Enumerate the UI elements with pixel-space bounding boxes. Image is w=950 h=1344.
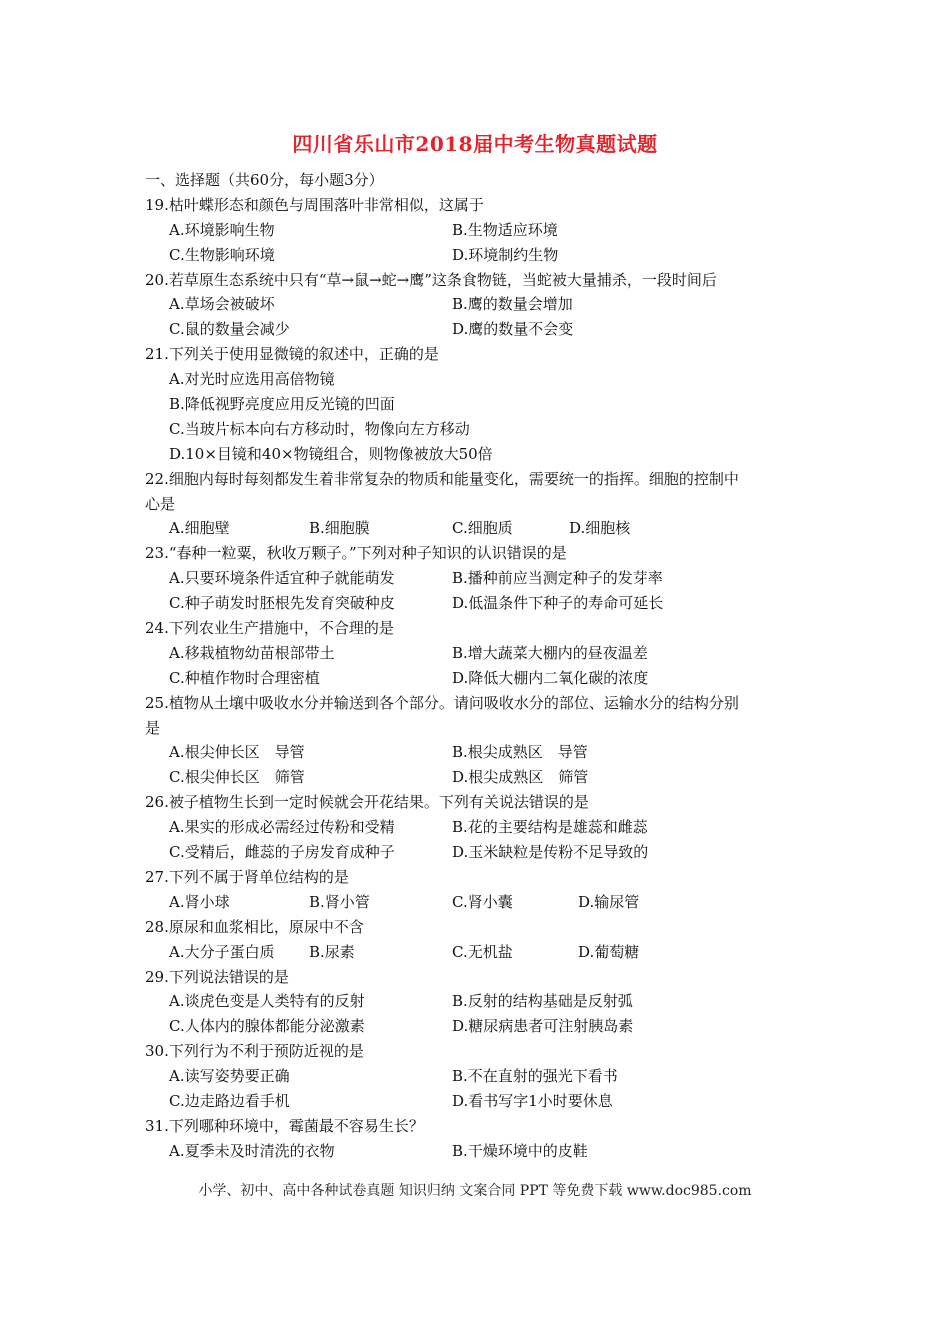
question-stem: 心是 (145, 494, 176, 513)
question-stem: 23.“春种一粒粟，秋收万颗子。”下列对种子知识的认识错误的是 (145, 544, 567, 563)
option-row (145, 591, 825, 616)
question-stem: 22.细胞内每时每刻都发生着非常复杂的物质和能量变化，需要统一的指挥。细胞的控制中 (145, 469, 739, 488)
answer-option: B.生物适应环境 (452, 220, 558, 239)
answer-option: B.增大蔬菜大棚内的昼夜温差 (452, 643, 648, 662)
answer-option: C.鼠的数量会减少 (169, 320, 290, 339)
option-row (145, 516, 825, 541)
question-stem: 24.下列农业生产措施中，不合理的是 (145, 619, 394, 638)
question-stem: 21.下列关于使用显微镜的叙述中，正确的是 (145, 345, 439, 364)
answer-option: D.葡萄糖 (578, 942, 640, 961)
answer-option: B.肾小管 (309, 892, 370, 911)
answer-option: C.当玻片标本向右方移动时，物像向左方移动 (169, 419, 470, 438)
answer-option: A.对光时应选用高倍物镜 (169, 370, 335, 389)
option-row (145, 1014, 825, 1039)
answer-option: D.鹰的数量不会变 (452, 320, 574, 339)
option-row (145, 566, 825, 591)
question-stem: 31.下列哪种环境中，霉菌最不容易生长？ (145, 1116, 424, 1135)
option-row (145, 1089, 825, 1114)
answer-option: B.尿素 (309, 942, 355, 961)
option-row (145, 840, 825, 865)
answer-option: A.草场会被破坏 (169, 295, 275, 314)
option-row (145, 292, 825, 317)
answer-option: B.细胞膜 (309, 519, 370, 538)
answer-option: D.降低大棚内二氧化碳的浓度 (452, 668, 649, 687)
answer-option: C.人体内的腺体都能分泌激素 (169, 1017, 365, 1036)
option-row (145, 765, 825, 790)
option-row (145, 666, 825, 691)
option-row (145, 317, 825, 342)
answer-option: A.大分子蛋白质 (169, 942, 275, 961)
answer-option: B.反射的结构基础是反射弧 (452, 992, 633, 1011)
answer-option: D.玉米缺粒是传粉不足导致的 (452, 843, 649, 862)
answer-option: C.边走路边看手机 (169, 1091, 290, 1110)
answer-option: B.降低视野亮度应用反光镜的凹面 (169, 395, 395, 414)
section-heading: 一、选择题（共60分，每小题3分） (145, 171, 384, 189)
answer-option: A.细胞壁 (169, 519, 230, 538)
answer-option: D.输尿管 (578, 892, 640, 911)
answer-option: A.夏季未及时清洗的衣物 (169, 1141, 335, 1160)
option-row (145, 1064, 825, 1089)
answer-option: C.生物影响环境 (169, 245, 275, 264)
answer-option: D.根尖成熟区 筛管 (452, 768, 589, 787)
answer-option: D.糖尿病患者可注射胰岛素 (452, 1017, 634, 1036)
question-stem: 27.下列不属于肾单位结构的是 (145, 867, 349, 886)
answer-option: C.种植作物时合理密植 (169, 668, 320, 687)
question-stem: 20.若草原生态系统中只有“草→鼠→蛇→鹰”这条食物链，当蛇被大量捕杀，一段时间后 (145, 270, 717, 289)
question-stem: 25.植物从土壤中吸收水分并输送到各个部分。请问吸收水分的部位、运输水分的结构分别 (145, 693, 739, 712)
answer-option: C.根尖伸长区 筛管 (169, 768, 305, 787)
answer-option: A.环境影响生物 (169, 220, 275, 239)
answer-option: A.肾小球 (169, 892, 230, 911)
answer-option: A.读写姿势要正确 (169, 1067, 290, 1086)
answer-option: D.看书写字1小时要休息 (452, 1091, 613, 1110)
answer-option: D.10×目镜和40×物镜组合，则物像被放大50倍 (169, 444, 493, 463)
answer-option: C.肾小囊 (452, 892, 513, 911)
option-row (145, 890, 825, 915)
option-row (145, 815, 825, 840)
answer-option: C.种子萌发时胚根先发育突破种皮 (169, 594, 395, 613)
option-row (145, 218, 825, 243)
question-stem: 是 (145, 718, 161, 737)
answer-option: A.移栽植物幼苗根部带土 (169, 643, 335, 662)
answer-option: B.根尖成熟区 导管 (452, 743, 588, 762)
question-list (145, 168, 825, 1164)
question-stem: 28.原尿和血浆相比，原尿中不含 (145, 917, 364, 936)
answer-option: A.谈虎色变是人类特有的反射 (169, 992, 365, 1011)
question-stem: 19.枯叶蝶形态和颜色与周围落叶非常相似，这属于 (145, 195, 484, 214)
page-title: 四川省乐山市2018届中考生物真题试题 (292, 132, 658, 156)
answer-option: D.低温条件下种子的寿命可延长 (452, 594, 664, 613)
answer-option: C.受精后，雌蕊的子房发育成种子 (169, 843, 395, 862)
answer-option: B.干燥环境中的皮鞋 (452, 1141, 588, 1160)
answer-option: D.环境制约生物 (452, 245, 559, 264)
answer-option: C.无机盐 (452, 942, 513, 961)
option-row (145, 243, 825, 268)
option-row (145, 740, 825, 765)
answer-option: B.花的主要结构是雄蕊和雌蕊 (452, 818, 648, 837)
question-stem: 26.被子植物生长到一定时候就会开花结果。下列有关说法错误的是 (145, 793, 589, 812)
option-row (145, 641, 825, 666)
answer-option: B.不在直射的强光下看书 (452, 1067, 618, 1086)
page-footer: 小学、初中、高中各种试卷真题 知识归纳 文案合同 PPT 等免费下载 www.doc985.com (198, 1183, 752, 1199)
answer-option: D.细胞核 (569, 519, 631, 538)
answer-option: C.细胞质 (452, 519, 513, 538)
answer-option: A.果实的形成必需经过传粉和受精 (169, 818, 395, 837)
option-row (145, 989, 825, 1014)
option-row (145, 1139, 825, 1164)
question-stem: 30.下列行为不利于预防近视的是 (145, 1042, 364, 1061)
answer-option: B.播种前应当测定种子的发芽率 (452, 569, 663, 588)
answer-option: A.只要环境条件适宜种子就能萌发 (169, 569, 395, 588)
answer-option: B.鹰的数量会增加 (452, 295, 573, 314)
question-stem: 29.下列说法错误的是 (145, 967, 289, 986)
option-row (145, 940, 825, 965)
answer-option: A.根尖伸长区 导管 (169, 743, 305, 762)
